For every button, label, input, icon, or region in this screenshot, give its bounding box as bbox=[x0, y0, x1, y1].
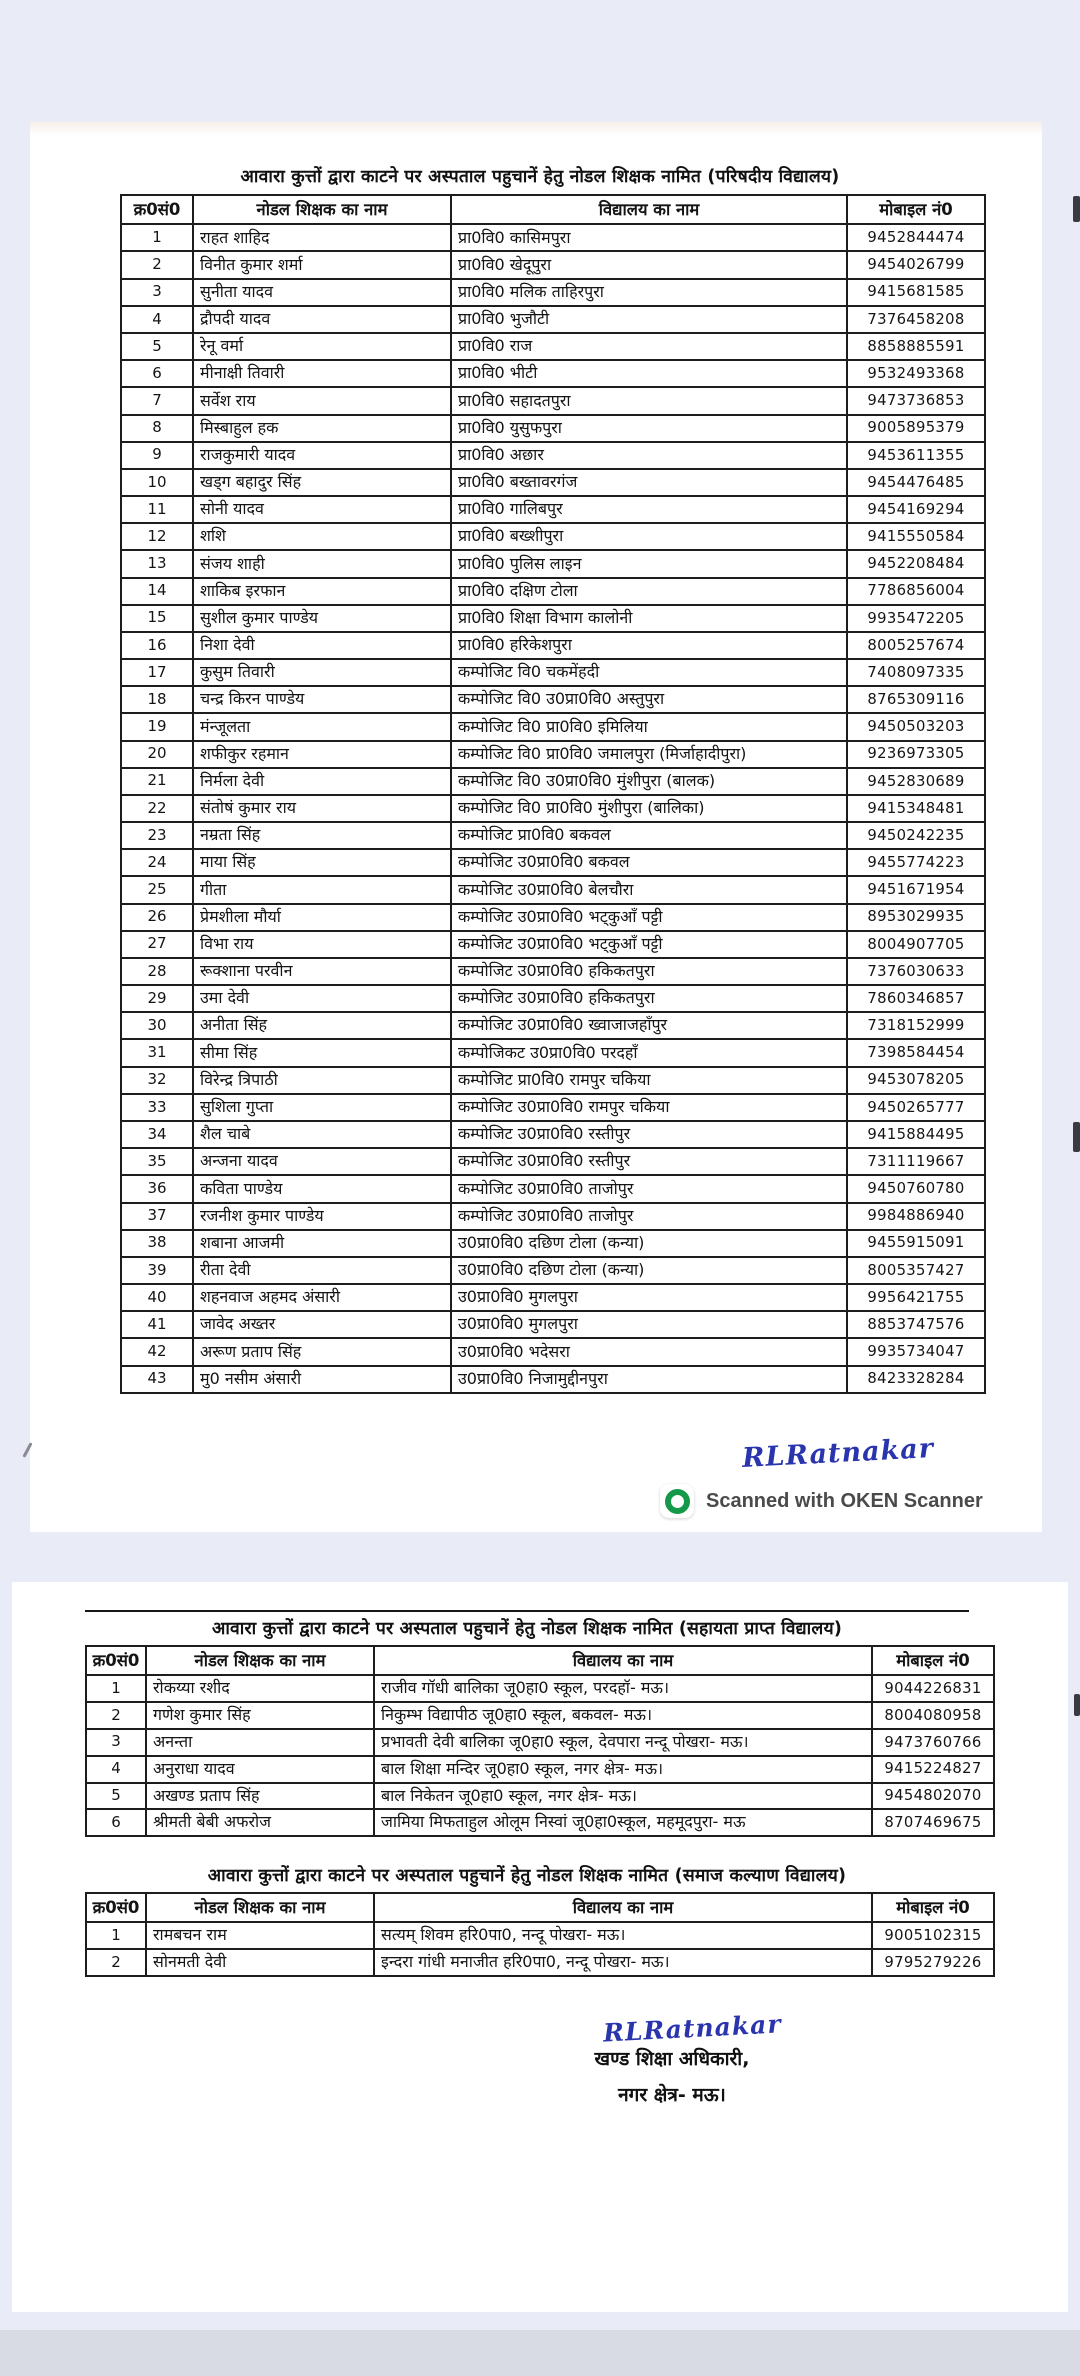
table-row bbox=[86, 1949, 994, 1976]
teacher-name-cell: सुशील कुमार पाण्डेय bbox=[193, 605, 451, 632]
school-name-cell: कम्पोजिट वि0 उ0प्रा0वि0 अस्तुपुरा bbox=[451, 686, 847, 713]
scanned-page-2 bbox=[12, 1582, 1068, 2312]
school-name-cell: कम्पोजिट उ0प्रा0वि0 भट्कुआँ पट्टी bbox=[451, 904, 847, 931]
serial-cell: 41 bbox=[121, 1311, 193, 1338]
teacher-name-cell: उमा देवी bbox=[193, 985, 451, 1012]
school-name-cell: कम्पोजिट उ0प्रा0वि0 रस्तीपुर bbox=[451, 1148, 847, 1175]
table3-title: आवारा कुत्तों द्वारा काटने पर अस्पताल पहुचानें हेतु नोडल शिक्षक नामित (समाज कल्याण विद्यालय) bbox=[207, 1866, 847, 1887]
table-row bbox=[121, 469, 985, 496]
teacher-name-cell: मंन्जूलता bbox=[193, 713, 451, 740]
mobile-number-cell: 9452830689 bbox=[847, 768, 985, 795]
school-name-cell: कम्पोजिट उ0प्रा0वि0 भट्कुआँ पट्टी bbox=[451, 931, 847, 958]
teacher-name-cell: माया सिंह bbox=[193, 849, 451, 876]
table-row bbox=[121, 306, 985, 333]
oken-ring-glyph bbox=[665, 1489, 690, 1514]
teacher-name-cell: रेनू वर्मा bbox=[193, 333, 451, 360]
school-name-cell: कम्पोजिट प्रा0वि0 बकवल bbox=[451, 822, 847, 849]
table-row bbox=[121, 795, 985, 822]
table-row bbox=[86, 1783, 994, 1810]
school-name-cell: कम्पोजिट वि0 प्रा0वि0 इमिलिया bbox=[451, 713, 847, 740]
mobile-number-cell: 9451671954 bbox=[847, 876, 985, 903]
mobile-number-cell: 9453078205 bbox=[847, 1067, 985, 1094]
table-row bbox=[86, 1756, 994, 1783]
teacher-name-cell: गणेश कुमार सिंह bbox=[146, 1702, 374, 1729]
teacher-name-cell: रजनीश कुमार पाण्डेय bbox=[193, 1203, 451, 1230]
mobile-number-cell: 9455774223 bbox=[847, 849, 985, 876]
mobile-number-cell: 9473736853 bbox=[847, 387, 985, 414]
serial-cell: 17 bbox=[121, 659, 193, 686]
serial-cell: 42 bbox=[121, 1338, 193, 1365]
table-row bbox=[121, 741, 985, 768]
serial-cell: 16 bbox=[121, 632, 193, 659]
mobile-number-cell: 9984886940 bbox=[847, 1203, 985, 1230]
school-name-cell: निकुम्भ विद्यापीठ जू0हा0 स्कूल, बकवल- मऊ। bbox=[374, 1702, 872, 1729]
teacher-name-cell: अखण्ड प्रताप सिंह bbox=[146, 1783, 374, 1810]
school-name-cell: प्रा0वि0 बख्शीपुरा bbox=[451, 523, 847, 550]
serial-cell: 30 bbox=[121, 1012, 193, 1039]
serial-cell: 5 bbox=[86, 1783, 146, 1810]
school-name-cell: कम्पोजिकट उ0प्रा0वि0 परदहाँ bbox=[451, 1039, 847, 1066]
teacher-name-cell: द्रौपदी यादव bbox=[193, 306, 451, 333]
serial-cell: 34 bbox=[121, 1121, 193, 1148]
teacher-name-cell: निर्मला देवी bbox=[193, 768, 451, 795]
scan-artifact bbox=[1074, 1694, 1080, 1716]
mobile-number-cell: 9005102315 bbox=[872, 1922, 994, 1949]
school-name-cell: प्रा0वि0 भुजौटी bbox=[451, 306, 847, 333]
serial-cell: 40 bbox=[121, 1284, 193, 1311]
teacher-name-cell: निशा देवी bbox=[193, 632, 451, 659]
school-name-cell: कम्पोजिट उ0प्रा0वि0 रामपुर चकिया bbox=[451, 1094, 847, 1121]
table-row bbox=[121, 1175, 985, 1202]
teacher-name-cell: रामबचन राम bbox=[146, 1922, 374, 1949]
table-row bbox=[121, 550, 985, 577]
mobile-number-cell: 9450760780 bbox=[847, 1175, 985, 1202]
column-header: विद्यालय का नाम bbox=[374, 1893, 872, 1922]
school-name-cell: प्रा0वि0 भीटी bbox=[451, 360, 847, 387]
mobile-number-cell: 9454026799 bbox=[847, 251, 985, 278]
school-name-cell: कम्पोजिट उ0प्रा0वि0 हकिकतपुरा bbox=[451, 958, 847, 985]
mobile-number-cell: 9956421755 bbox=[847, 1284, 985, 1311]
school-name-cell: कम्पोजिट प्रा0वि0 रामपुर चकिया bbox=[451, 1067, 847, 1094]
teacher-name-cell: कविता पाण्डेय bbox=[193, 1175, 451, 1202]
serial-cell: 23 bbox=[121, 822, 193, 849]
table2-sahayata-prapt bbox=[85, 1645, 995, 1837]
mobile-number-cell: 9532493368 bbox=[847, 360, 985, 387]
table-row bbox=[121, 985, 985, 1012]
serial-cell: 3 bbox=[121, 279, 193, 306]
table-row bbox=[86, 1809, 994, 1836]
serial-cell: 24 bbox=[121, 849, 193, 876]
serial-cell: 4 bbox=[86, 1756, 146, 1783]
serial-cell: 13 bbox=[121, 550, 193, 577]
column-header: विद्यालय का नाम bbox=[451, 195, 847, 224]
school-name-cell: प्रभावती देवी बालिका जू0हा0 स्कूल, देवपारा नन्दू पोखरा- मऊ। bbox=[374, 1729, 872, 1756]
officer-signature-block bbox=[482, 2009, 862, 2113]
teacher-name-cell: सोनी यादव bbox=[193, 496, 451, 523]
school-name-cell: कम्पोजिट वि0 उ0प्रा0वि0 मुंशीपुरा (बालक) bbox=[451, 768, 847, 795]
serial-cell: 35 bbox=[121, 1148, 193, 1175]
teacher-name-cell: श्रीमती बेबी अफरोज bbox=[146, 1809, 374, 1836]
signature-handwriting-page2: RLRatnakar bbox=[602, 2009, 782, 2048]
mobile-number-cell: 9450503203 bbox=[847, 713, 985, 740]
table-row bbox=[86, 1702, 994, 1729]
school-name-cell: कम्पोजिट उ0प्रा0वि0 ताजोपुर bbox=[451, 1203, 847, 1230]
column-header: नोडल शिक्षक का नाम bbox=[146, 1893, 374, 1922]
serial-cell: 26 bbox=[121, 904, 193, 931]
school-name-cell: कम्पोजिट उ0प्रा0वि0 रस्तीपुर bbox=[451, 1121, 847, 1148]
mobile-number-cell: 7376030633 bbox=[847, 958, 985, 985]
column-header: मोबाइल नं0 bbox=[872, 1646, 994, 1675]
school-name-cell: उ0प्रा0वि0 भदेसरा bbox=[451, 1338, 847, 1365]
teacher-name-cell: अन्जना यादव bbox=[193, 1148, 451, 1175]
mobile-number-cell: 7398584454 bbox=[847, 1039, 985, 1066]
serial-cell: 32 bbox=[121, 1067, 193, 1094]
teacher-name-cell: शबाना आजमी bbox=[193, 1230, 451, 1257]
serial-cell: 12 bbox=[121, 523, 193, 550]
officer-area: नगर क्षेत्र- मऊ। bbox=[618, 2084, 726, 2107]
serial-cell: 1 bbox=[86, 1922, 146, 1949]
table-row bbox=[121, 686, 985, 713]
serial-cell: 19 bbox=[121, 713, 193, 740]
serial-cell: 36 bbox=[121, 1175, 193, 1202]
school-name-cell: प्रा0वि0 मलिक ताहिरपुरा bbox=[451, 279, 847, 306]
table-row bbox=[121, 1067, 985, 1094]
serial-cell: 20 bbox=[121, 741, 193, 768]
table-row bbox=[121, 224, 985, 251]
mobile-number-cell: 9005895379 bbox=[847, 415, 985, 442]
table-row bbox=[121, 415, 985, 442]
teacher-name-cell: शहनवाज अहमद अंसारी bbox=[193, 1284, 451, 1311]
school-name-cell: उ0प्रा0वि0 निजामुद्दीनपुरा bbox=[451, 1366, 847, 1393]
school-name-cell: प्रा0वि0 कासिमपुरा bbox=[451, 224, 847, 251]
mobile-number-cell: 8005357427 bbox=[847, 1257, 985, 1284]
school-name-cell: राजीव गॉधी बालिका जू0हा0 स्कूल, परदहॉ- मऊ। bbox=[374, 1675, 872, 1702]
header-row bbox=[86, 1893, 994, 1922]
school-name-cell: जामिया मिफताहुल ओलूम निस्वां जू0हा0स्कूल, महमूदपुरा- मऊ bbox=[374, 1809, 872, 1836]
mobile-number-cell: 9450242235 bbox=[847, 822, 985, 849]
table-row bbox=[121, 251, 985, 278]
serial-cell: 2 bbox=[121, 251, 193, 278]
teacher-name-cell: अनन्ता bbox=[146, 1729, 374, 1756]
school-name-cell: कम्पोजिट उ0प्रा0वि0 बकवल bbox=[451, 849, 847, 876]
mobile-number-cell: 7408097335 bbox=[847, 659, 985, 686]
table-row bbox=[121, 442, 985, 469]
school-name-cell: प्रा0वि0 हरिकेशपुरा bbox=[451, 632, 847, 659]
table-row bbox=[121, 1148, 985, 1175]
table-row bbox=[121, 578, 985, 605]
teacher-name-cell: रूक्शाना परवीन bbox=[193, 958, 451, 985]
table-row bbox=[121, 1094, 985, 1121]
serial-cell: 4 bbox=[121, 306, 193, 333]
table-row bbox=[121, 1366, 985, 1393]
mobile-number-cell: 7786856004 bbox=[847, 578, 985, 605]
teacher-name-cell: खड्ग बहादुर सिंह bbox=[193, 469, 451, 496]
school-name-cell: उ0प्रा0वि0 मुगलपुरा bbox=[451, 1284, 847, 1311]
school-name-cell: प्रा0वि0 सहादतपुरा bbox=[451, 387, 847, 414]
mobile-number-cell: 8004080958 bbox=[872, 1702, 994, 1729]
serial-cell: 8 bbox=[121, 415, 193, 442]
table-row bbox=[121, 496, 985, 523]
mobile-number-cell: 7318152999 bbox=[847, 1012, 985, 1039]
table-row bbox=[121, 1012, 985, 1039]
school-name-cell: कम्पोजिट उ0प्रा0वि0 बेलचौरा bbox=[451, 876, 847, 903]
teacher-name-cell: विभा राय bbox=[193, 931, 451, 958]
table-row bbox=[121, 849, 985, 876]
scan-artifact bbox=[1073, 196, 1080, 222]
column-header: नोडल शिक्षक का नाम bbox=[193, 195, 451, 224]
teacher-name-cell: सर्वेश राय bbox=[193, 387, 451, 414]
serial-cell: 29 bbox=[121, 985, 193, 1012]
column-header: नोडल शिक्षक का नाम bbox=[146, 1646, 374, 1675]
mobile-number-cell: 9452844474 bbox=[847, 224, 985, 251]
table2-title: आवारा कुत्तों द्वारा काटने पर अस्पताल पहुचानें हेतु नोडल शिक्षक नामित (सहायता प्राप्त विद्यालय) bbox=[211, 1619, 843, 1639]
serial-cell: 11 bbox=[121, 496, 193, 523]
serial-cell: 31 bbox=[121, 1039, 193, 1066]
mobile-number-cell: 7860346857 bbox=[847, 985, 985, 1012]
school-name-cell: उ0प्रा0वि0 दछिण टोला (कन्या) bbox=[451, 1230, 847, 1257]
table-row bbox=[121, 523, 985, 550]
teacher-name-cell: संजय शाही bbox=[193, 550, 451, 577]
school-name-cell: इन्दरा गांधी मनाजीत हरि0पा0, नन्दू पोखरा- मऊ। bbox=[374, 1949, 872, 1976]
teacher-name-cell: शाकिब इरफान bbox=[193, 578, 451, 605]
officer-designation: खण्ड शिक्षा अधिकारी, bbox=[594, 2048, 750, 2070]
table-row bbox=[121, 1203, 985, 1230]
serial-cell: 3 bbox=[86, 1729, 146, 1756]
scan-artifact bbox=[1073, 1122, 1080, 1152]
serial-cell: 5 bbox=[121, 333, 193, 360]
mobile-number-cell: 9453611355 bbox=[847, 442, 985, 469]
serial-cell: 1 bbox=[121, 224, 193, 251]
table-row bbox=[121, 605, 985, 632]
table-row bbox=[121, 1338, 985, 1365]
teacher-name-cell: रोकय्या रशीद bbox=[146, 1675, 374, 1702]
school-name-cell: प्रा0वि0 अछार bbox=[451, 442, 847, 469]
mobile-number-cell: 9452208484 bbox=[847, 550, 985, 577]
teacher-name-cell: संतोषं कुमार राय bbox=[193, 795, 451, 822]
table-row bbox=[121, 1284, 985, 1311]
table-row bbox=[121, 822, 985, 849]
school-name-cell: प्रा0वि0 गालिबपुर bbox=[451, 496, 847, 523]
table-row bbox=[121, 904, 985, 931]
serial-cell: 22 bbox=[121, 795, 193, 822]
teacher-name-cell: जावेद अख्तर bbox=[193, 1311, 451, 1338]
serial-cell: 7 bbox=[121, 387, 193, 414]
scanned-page-1 bbox=[30, 122, 1042, 1532]
mobile-number-cell: 9415550584 bbox=[847, 523, 985, 550]
table-row bbox=[86, 1729, 994, 1756]
school-name-cell: कम्पोजिट उ0प्रा0वि0 ताजोपुर bbox=[451, 1175, 847, 1202]
scan-edge-tint bbox=[30, 122, 1042, 136]
mobile-number-cell: 8858885591 bbox=[847, 333, 985, 360]
table3-samaj-kalyan bbox=[85, 1892, 995, 1977]
serial-cell: 15 bbox=[121, 605, 193, 632]
teacher-name-cell: रीता देवी bbox=[193, 1257, 451, 1284]
serial-cell: 25 bbox=[121, 876, 193, 903]
teacher-name-cell: सुनीता यादव bbox=[193, 279, 451, 306]
table1-title: आवारा कुत्तों द्वारा काटने पर अस्पताल पहुचानें हेतु नोडल शिक्षक नामित (परिषदीय विद्यालय) bbox=[240, 167, 840, 187]
school-name-cell: कम्पोजिट वि0 चकमेंहदी bbox=[451, 659, 847, 686]
school-name-cell: प्रा0वि0 खेदूपुरा bbox=[451, 251, 847, 278]
school-name-cell: प्रा0वि0 दक्षिण टोला bbox=[451, 578, 847, 605]
mobile-number-cell: 9455915091 bbox=[847, 1230, 985, 1257]
header-row bbox=[86, 1646, 994, 1675]
column-header: मोबाइल नं0 bbox=[847, 195, 985, 224]
mobile-number-cell: 9935734047 bbox=[847, 1338, 985, 1365]
school-name-cell: कम्पोजिट वि0 प्रा0वि0 जमालपुरा (मिर्जाहादीपुरा) bbox=[451, 741, 847, 768]
teacher-name-cell: अनुराधा यादव bbox=[146, 1756, 374, 1783]
teacher-name-cell: अरूण प्रताप सिंह bbox=[193, 1338, 451, 1365]
mobile-number-cell: 9415348481 bbox=[847, 795, 985, 822]
mobile-number-cell: 9450265777 bbox=[847, 1094, 985, 1121]
teacher-name-cell: नम्रता सिंह bbox=[193, 822, 451, 849]
table-row bbox=[121, 360, 985, 387]
table-row bbox=[86, 1922, 994, 1949]
teacher-name-cell: मिस्बाहुल हक bbox=[193, 415, 451, 442]
column-header: मोबाइल नं0 bbox=[872, 1893, 994, 1922]
serial-cell: 43 bbox=[121, 1366, 193, 1393]
table-row bbox=[121, 333, 985, 360]
mobile-number-cell: 7376458208 bbox=[847, 306, 985, 333]
mobile-number-cell: 9044226831 bbox=[872, 1675, 994, 1702]
table-row bbox=[121, 1230, 985, 1257]
table-row bbox=[121, 632, 985, 659]
teacher-name-cell: गीता bbox=[193, 876, 451, 903]
bottom-strip bbox=[0, 2330, 1080, 2376]
school-name-cell: प्रा0वि0 बख्तावरगंज bbox=[451, 469, 847, 496]
mobile-number-cell: 9473760766 bbox=[872, 1729, 994, 1756]
teacher-name-cell: मीनाक्षी तिवारी bbox=[193, 360, 451, 387]
oken-scanner-label: Scanned with OKEN Scanner bbox=[706, 1489, 983, 1512]
school-name-cell: कम्पोजिट वि0 प्रा0वि0 मुंशीपुरा (बालिका) bbox=[451, 795, 847, 822]
teacher-name-cell: सोनमती देवी bbox=[146, 1949, 374, 1976]
serial-cell: 6 bbox=[86, 1809, 146, 1836]
mobile-number-cell: 9415224827 bbox=[872, 1756, 994, 1783]
school-name-cell: बाल निकेतन जू0हा0 स्कूल, नगर क्षेत्र- मऊ। bbox=[374, 1783, 872, 1810]
serial-cell: 39 bbox=[121, 1257, 193, 1284]
teacher-name-cell: शैल चाबे bbox=[193, 1121, 451, 1148]
serial-cell: 37 bbox=[121, 1203, 193, 1230]
teacher-name-cell: अनीता सिंह bbox=[193, 1012, 451, 1039]
teacher-name-cell: मु0 नसीम अंसारी bbox=[193, 1366, 451, 1393]
school-name-cell: सत्यम् शिवम हरि0पा0, नन्दू पोखरा- मऊ। bbox=[374, 1922, 872, 1949]
column-header: क्र0सं0 bbox=[86, 1646, 146, 1675]
oken-scanner-icon bbox=[660, 1484, 694, 1518]
mobile-number-cell: 8765309116 bbox=[847, 686, 985, 713]
table-row bbox=[86, 1675, 994, 1702]
table-row bbox=[121, 659, 985, 686]
column-header: विद्यालय का नाम bbox=[374, 1646, 872, 1675]
serial-cell: 9 bbox=[121, 442, 193, 469]
mobile-number-cell: 8004907705 bbox=[847, 931, 985, 958]
mobile-number-cell: 8423328284 bbox=[847, 1366, 985, 1393]
serial-cell: 18 bbox=[121, 686, 193, 713]
mobile-number-cell: 9454476485 bbox=[847, 469, 985, 496]
table-row bbox=[121, 1121, 985, 1148]
school-name-cell: उ0प्रा0वि0 मुगलपुरा bbox=[451, 1311, 847, 1338]
table-row bbox=[121, 958, 985, 985]
oken-scanner-footer bbox=[660, 1484, 983, 1518]
mobile-number-cell: 9795279226 bbox=[872, 1949, 994, 1976]
serial-cell: 2 bbox=[86, 1702, 146, 1729]
mobile-number-cell: 9415681585 bbox=[847, 279, 985, 306]
serial-cell: 2 bbox=[86, 1949, 146, 1976]
school-name-cell: उ0प्रा0वि0 दछिण टोला (कन्या) bbox=[451, 1257, 847, 1284]
mobile-number-cell: 9415884495 bbox=[847, 1121, 985, 1148]
divider-line bbox=[85, 1610, 969, 1612]
table-row bbox=[121, 1257, 985, 1284]
teacher-name-cell: राजकुमारी यादव bbox=[193, 442, 451, 469]
mobile-number-cell: 9236973305 bbox=[847, 741, 985, 768]
table-row bbox=[121, 931, 985, 958]
serial-cell: 33 bbox=[121, 1094, 193, 1121]
serial-cell: 10 bbox=[121, 469, 193, 496]
mobile-number-cell: 8005257674 bbox=[847, 632, 985, 659]
school-name-cell: कम्पोजिट उ0प्रा0वि0 हकिकतपुरा bbox=[451, 985, 847, 1012]
table-row bbox=[121, 279, 985, 306]
mobile-number-cell: 9454802070 bbox=[872, 1783, 994, 1810]
mobile-number-cell: 7311119667 bbox=[847, 1148, 985, 1175]
teacher-name-cell: सुशिला गुप्ता bbox=[193, 1094, 451, 1121]
school-name-cell: प्रा0वि0 राज bbox=[451, 333, 847, 360]
column-header: क्र0सं0 bbox=[121, 195, 193, 224]
school-name-cell: प्रा0वि0 पुलिस लाइन bbox=[451, 550, 847, 577]
table1-parishadiya bbox=[120, 194, 986, 1394]
teacher-name-cell: विरेन्द्र त्रिपाठी bbox=[193, 1067, 451, 1094]
school-name-cell: बाल शिक्षा मन्दिर जू0हा0 स्कूल, नगर क्षेत्र- मऊ। bbox=[374, 1756, 872, 1783]
teacher-name-cell: चन्द्र किरन पाण्डेय bbox=[193, 686, 451, 713]
serial-cell: 38 bbox=[121, 1230, 193, 1257]
table-row bbox=[121, 1039, 985, 1066]
page-gap bbox=[0, 1532, 1080, 1582]
serial-cell: 28 bbox=[121, 958, 193, 985]
header-row bbox=[121, 195, 985, 224]
teacher-name-cell: विनीत कुमार शर्मा bbox=[193, 251, 451, 278]
table-row bbox=[121, 768, 985, 795]
serial-cell: 27 bbox=[121, 931, 193, 958]
table-row bbox=[121, 387, 985, 414]
serial-cell: 14 bbox=[121, 578, 193, 605]
serial-cell: 1 bbox=[86, 1675, 146, 1702]
school-name-cell: कम्पोजिट उ0प्रा0वि0 ख्वाजाजहाँपुर bbox=[451, 1012, 847, 1039]
teacher-name-cell: शफीकुर रहमान bbox=[193, 741, 451, 768]
teacher-name-cell: राहत शाहिद bbox=[193, 224, 451, 251]
mobile-number-cell: 8707469675 bbox=[872, 1809, 994, 1836]
teacher-name-cell: प्रेमशीला मौर्या bbox=[193, 904, 451, 931]
school-name-cell: प्रा0वि0 युसुफपुरा bbox=[451, 415, 847, 442]
signature-handwriting-page1: RLRatnakar bbox=[741, 1432, 935, 1475]
column-header: क्र0सं0 bbox=[86, 1893, 146, 1922]
mobile-number-cell: 9935472205 bbox=[847, 605, 985, 632]
teacher-name-cell: शशि bbox=[193, 523, 451, 550]
serial-cell: 21 bbox=[121, 768, 193, 795]
mobile-number-cell: 8953029935 bbox=[847, 904, 985, 931]
teacher-name-cell: सीमा सिंह bbox=[193, 1039, 451, 1066]
mobile-number-cell: 9454169294 bbox=[847, 496, 985, 523]
table-row bbox=[121, 713, 985, 740]
teacher-name-cell: कुसुम तिवारी bbox=[193, 659, 451, 686]
table-row bbox=[121, 1311, 985, 1338]
table-row bbox=[121, 876, 985, 903]
mobile-number-cell: 8853747576 bbox=[847, 1311, 985, 1338]
serial-cell: 6 bbox=[121, 360, 193, 387]
school-name-cell: प्रा0वि0 शिक्षा विभाग कालोनी bbox=[451, 605, 847, 632]
